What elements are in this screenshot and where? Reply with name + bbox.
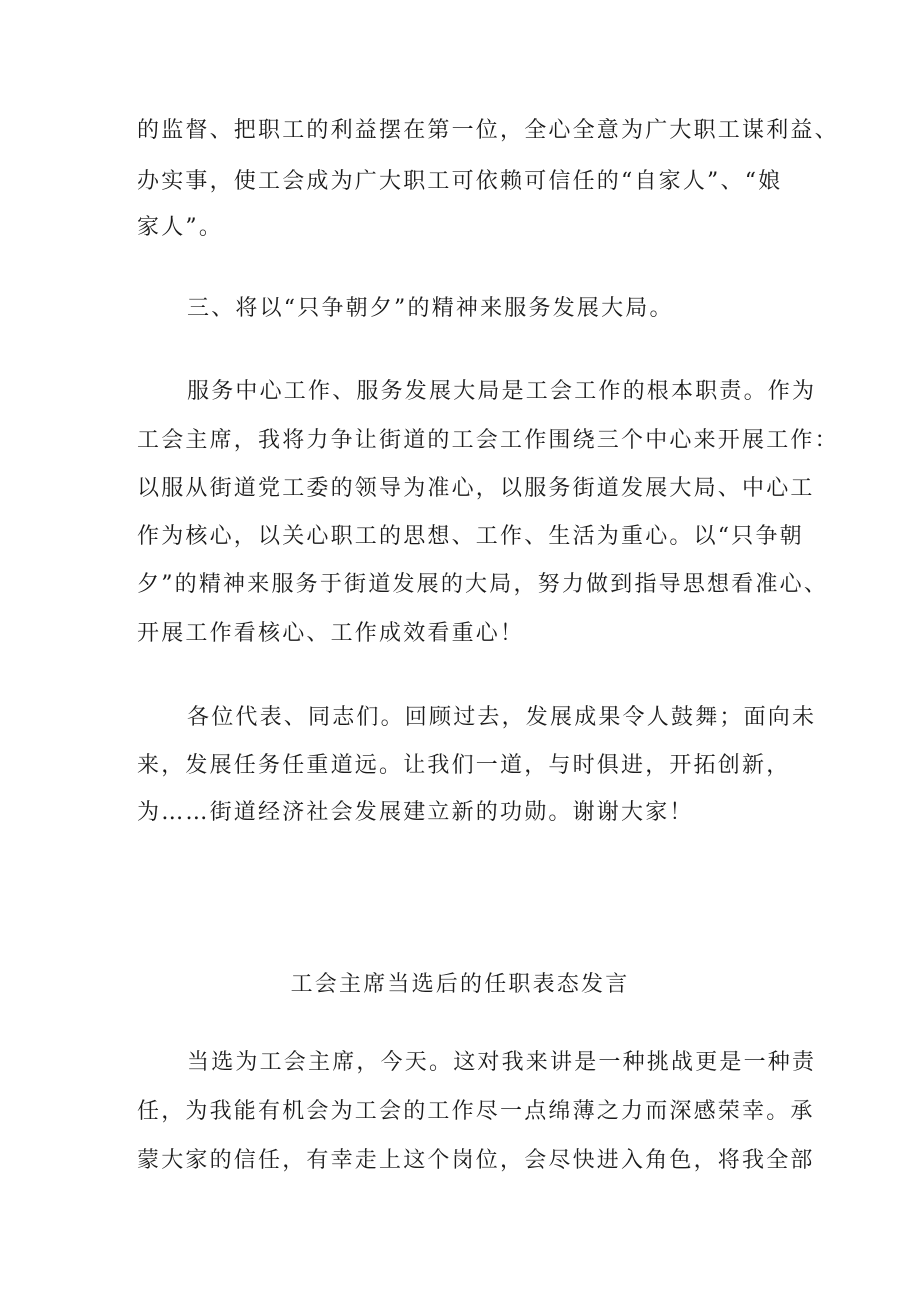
paragraph-line: 为……街道经济社会发展建立新的功勋。谢谢大家！ — [137, 800, 694, 825]
paragraph-line: 当选为工会主席，今天。这对我来讲是一种挑战更是一种责 — [187, 1050, 817, 1075]
speech-title: 工会主席当选后的任职表态发言 — [290, 972, 630, 997]
paragraph-line: 作为核心，以关心职工的思想、工作、生活为重心。以“只争朝 — [137, 524, 804, 549]
paragraph-line: 家人”。 — [137, 215, 224, 240]
paragraph-line: 服务中心工作、服务发展大局是工会工作的根本职责。作为 — [187, 379, 817, 404]
paragraph-line: 办实事，使工会成为广大职工可依赖可信任的“自家人”、“娘 — [137, 169, 783, 194]
paragraph-line: 蒙大家的信任，有幸走上这个岗位，会尽快进入角色，将我全部 — [137, 1148, 815, 1173]
paragraph-line: 夕”的精神来服务于街道发展的大局，努力做到指导思想看准心、 — [137, 572, 829, 597]
paragraph-line: 工会主席，我将力争让街道的工会工作围绕三个中心来开展工作： — [137, 428, 839, 453]
section-heading: 三、将以“只争朝夕”的精神来服务发展大局。 — [187, 296, 674, 321]
paragraph-line: 任，为我能有机会为工会的工作尽一点绵薄之力而深感荣幸。承 — [137, 1099, 815, 1124]
paragraph-line: 各位代表、同志们。回顾过去，发展成果令人鼓舞；面向未 — [187, 705, 817, 730]
paragraph-line: 开展工作看核心、工作成效看重心！ — [137, 621, 525, 646]
paragraph-line: 的监督、把职工的利益摆在第一位，全心全意为广大职工谋利益、 — [137, 118, 839, 143]
paragraph-line: 来，发展任务任重道远。让我们一道，与时俱进，开拓创新， — [137, 753, 791, 778]
paragraph-line: 以服从街道党工委的领导为准心，以服务街道发展大局、中心工 — [137, 476, 815, 501]
